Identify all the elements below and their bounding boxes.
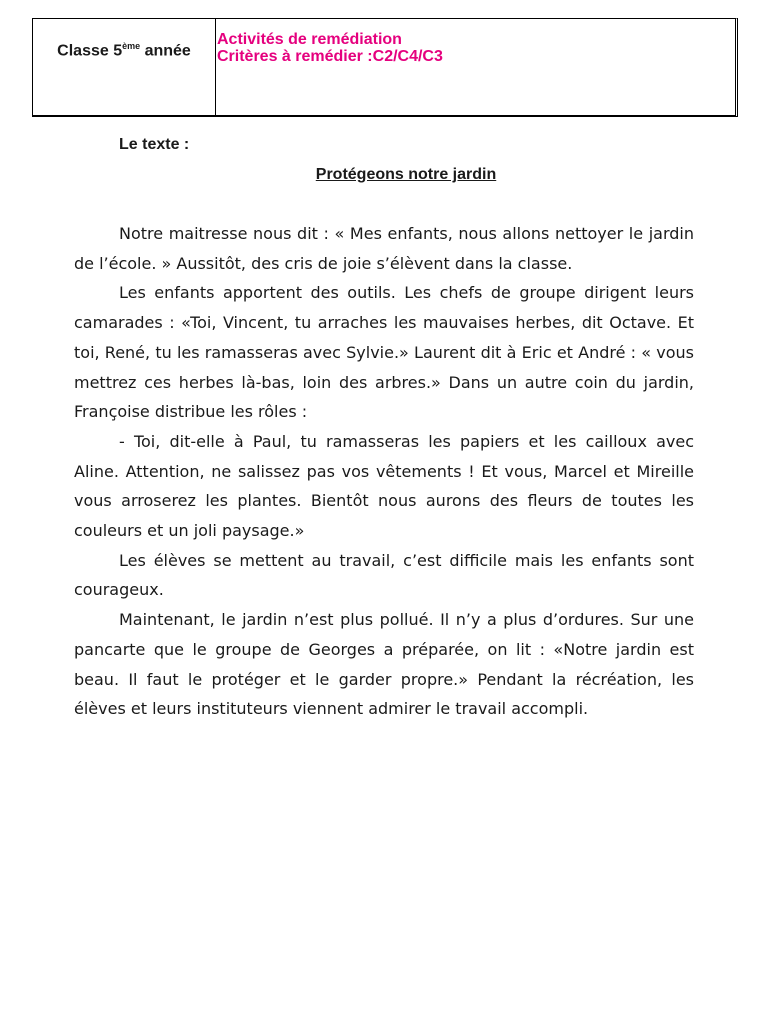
text-body	[74, 219, 694, 724]
class-prefix: Classe 5	[57, 42, 123, 60]
header-table	[32, 18, 738, 117]
activities-cell	[216, 19, 735, 115]
paragraph: Les enfants apportent des outils. Les chefs de groupe dirigent leurs camarades : «Toi, Vincent, tu arraches les mauvaises herbes, dit Octave. Et toi, René, tu les ramasseras avec Sylvie.» Laurent dit à Eric et André : « vous mettrez ces herbes là-bas, loin des arbres.» Dans un autre coin du jardin, Françoise distribue les rôles :	[74, 283, 694, 422]
paragraph: Maintenant, le jardin n’est plus pollué. Il n’y a plus d’ordures. Sur une pancarte que le groupe de Georges a préparée, on lit : «Notre jardin est beau. Il faut le protéger et le garder propre.» Pendant la récréation, les élèves et leurs instituteurs viennent admirer le travail accompli.	[74, 610, 694, 719]
paragraph: - Toi, dit-elle à Paul, tu ramasseras les papiers et les cailloux avec Aline. Attention, ne salissez pas vos vêtements ! Et vous, Marcel et Mireille vous arroserez les plantes. Bientôt nous aurons des fleurs de toutes les couleurs et un joli paysage.»	[74, 431, 694, 541]
class-cell	[33, 19, 216, 115]
text-label: Le texte :	[119, 136, 190, 153]
text-title: Protégeons notre jardin	[315, 166, 497, 183]
class-superscript: ème	[122, 41, 141, 51]
paragraph: Notre maitresse nous dit : « Mes enfants, nous allons nettoyer le jardin de l’école. » Aussitôt, des cris de joie s’élèvent dans la classe.	[74, 224, 694, 273]
class-suffix: année	[140, 42, 191, 60]
activities-title: Activités de remédiation	[217, 31, 402, 48]
criteria-line: Critères à remédier :C2/C4/C3	[217, 48, 443, 65]
paragraph: Les élèves se mettent au travail, c’est difficile mais les enfants sont courageux.	[74, 550, 694, 600]
